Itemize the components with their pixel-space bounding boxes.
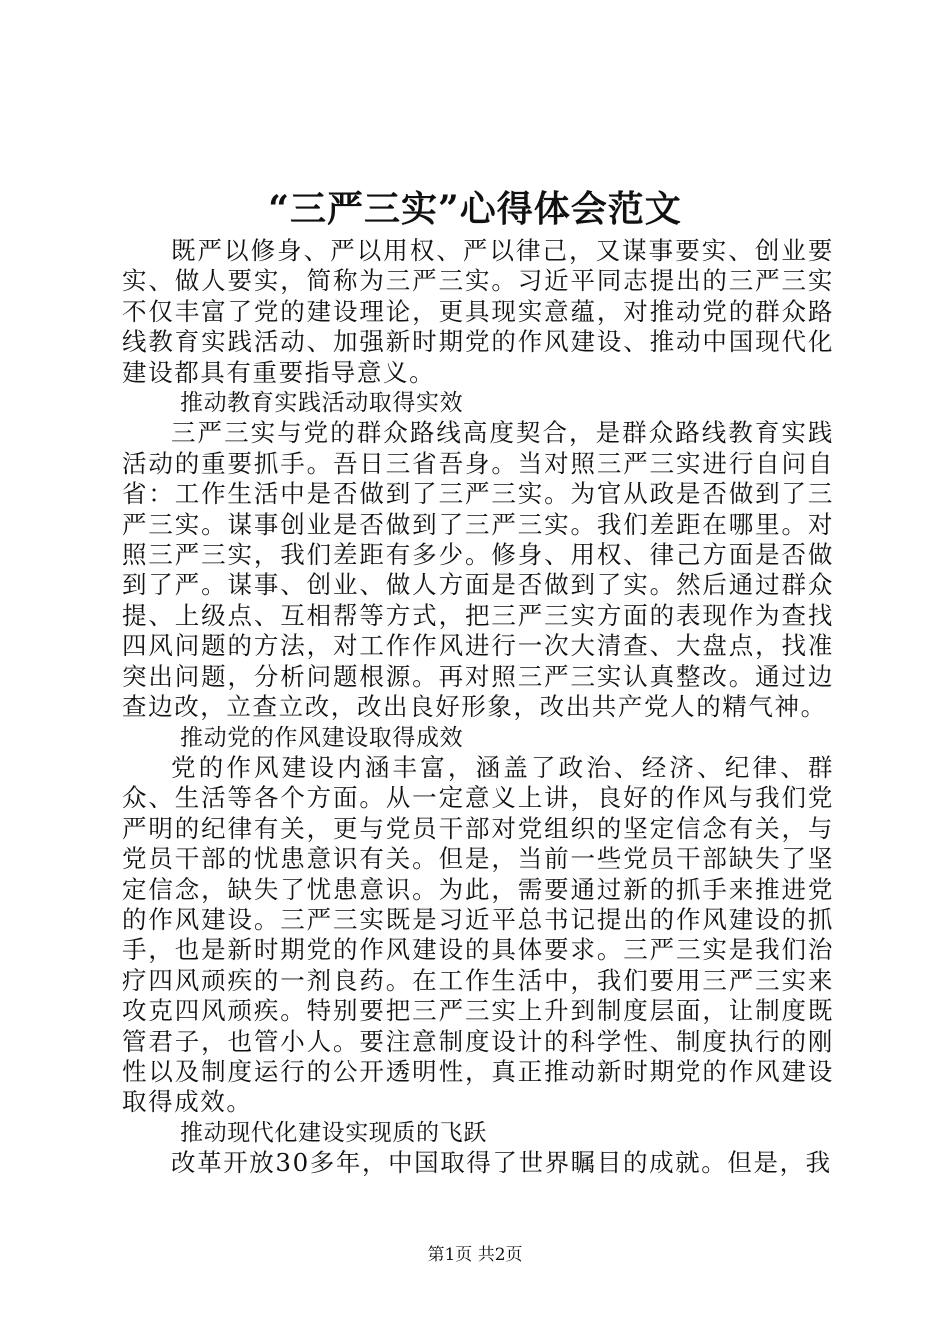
page-number-label: 第1页 共2页	[427, 1245, 523, 1265]
paragraph-intro: 既严以修身、严以用权、严以律己，又谋事要实、创业要实、做人要实，简称为三严三实。习近平同志提出的三严三实不仅丰富了党的建设理论，更具现实意蕴，对推动党的群众路线教育实践活动、加强新时期党的作风建设、推动中国现代化建设都具有重要指导意义。	[122, 236, 834, 387]
page-footer	[0, 1244, 950, 1266]
section-heading-education-practice: 推动教育实践活动取得实效	[180, 390, 464, 417]
document-body	[122, 236, 834, 1179]
paragraph-education-practice: 三严三实与党的群众路线高度契合，是群众路线教育实践活动的重要抓手。吾日三省吾身。当对照三严三实进行自问自省：工作生活中是否做到了三严三实。为官从政是否做到了三严三实。谋事创业是否做到了三严三实。我们差距在哪里。对照三严三实，我们差距有多少。修身、用权、律己方面是否做到了严。谋事、创业、做人方面是否做到了实。然后通过群众提、上级点、互相帮等方式，把三严三实方面的表现作为查找四风问题的方法，对工作作风进行一次大清查、大盘点，找准突出问题，分析问题根源。再对照三严三实认真整改。通过边查边改，立查立改，改出良好形象，改出共产党人的精气神。	[122, 418, 834, 722]
section-heading-party-style: 推动党的作风建设取得成效	[180, 724, 464, 751]
document-title: “三严三实”心得体会范文	[268, 188, 682, 230]
paragraph-modernization: 改革开放30多年，中国取得了世界瞩目的成就。但是，我	[171, 1148, 832, 1178]
section-heading-modernization: 推动现代化建设实现质的飞跃	[180, 1119, 487, 1146]
paragraph-party-style: 党的作风建设内涵丰富，涵盖了政治、经济、纪律、群众、生活等各个方面。从一定意义上讲，良好的作风与我们党严明的纪律有关，更与党员干部对党组织的坚定信念有关，与党员干部的忧患意识有关。但是，当前一些党员干部缺失了坚定信念，缺失了忧患意识。为此，需要通过新的抓手来推进党的作风建设。三严三实既是习近平总书记提出的作风建设的抓手，也是新时期党的作风建设的具体要求。三严三实是我们治疗四风顽疾的一剂良药。在工作生活中，我们要用三严三实来攻克四风顽疾。特别要把三严三实上升到制度层面，让制度既管君子，也管小人。要注意制度设计的科学性、制度执行的刚性以及制度运行的公开透明性，真正推动新时期党的作风建设取得成效。	[122, 752, 834, 1117]
